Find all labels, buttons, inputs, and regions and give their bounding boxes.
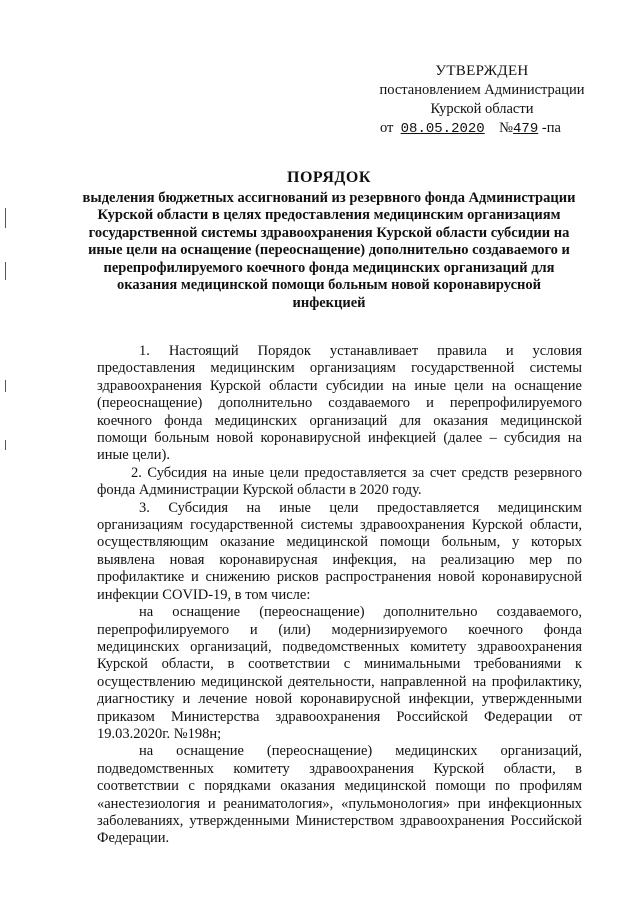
paragraph-3: 3. Субсидия на иные цели предоставляется медицинским организациям государственной системы здравоохранения Курской области, осуществляющим оказание медицинской помощи больным, у которых выявлена новая коронавирусная инфекция, на реализацию мер по профилактике и снижению рисков распространения новой коронавирусной инфекции COVID-19, в том числе: <box>97 499 582 603</box>
approval-line-2: Курской области <box>430 101 534 117</box>
paragraph-2: 2. Субсидия на иные цели предоставляется за счет средств резервного фонда Администрации Курской области в 2020 году. <box>97 464 582 499</box>
scan-margin-mark <box>5 440 6 450</box>
document-title <box>80 169 578 312</box>
approval-date-line <box>372 119 592 139</box>
approval-date: 08.05.2020 <box>400 121 485 137</box>
number-prefix: № <box>499 120 514 136</box>
date-prefix: от <box>380 120 394 136</box>
scan-margin-mark <box>5 262 6 280</box>
title-main: ПОРЯДОК <box>287 169 371 186</box>
paragraph-3-item-1: на оснащение (переоснащение) дополнительно создаваемого, перепрофилируемого и (или) модернизируемого коечного фонда медицинских организаций, подведомственных комитету здравоохранения Курской области, в соответствии с минимальными требованиями к осуществлению медицинской деятельности, направленной на профилактику, диагностику и лечение новой коронавирусной инфекции, утвержденными приказом Министерства здравоохранения Российской Федерации от 19.03.2020г. №198н; <box>97 604 582 742</box>
paragraph-1: 1. Настоящий Порядок устанавливает правила и условия предоставления медицинским организациям государственной системы здравоохранения Курской области субсидии на иные цели на оснащение (переоснащение) дополнительно создаваемого и перепрофилируемого коечного фонда медицинских организаций для оказания медицинской помощи больным новой коронавирусной инфекцией (далее – субсидия на иные цели). <box>97 343 582 464</box>
approval-heading: УТВЕРЖДЕН <box>435 63 529 79</box>
number-suffix: -па <box>541 120 561 136</box>
scan-margin-mark <box>5 208 6 228</box>
scan-margin-mark <box>5 380 6 392</box>
approval-block <box>372 62 592 139</box>
paragraph-3-item-2: на оснащение (переоснащение) медицинских организаций, подведомственных комитету здравоохранения Курской области, в соответствии с порядками оказания медицинской помощи по профилям «анестезиология и реаниматология», «пульмонология» при инфекционных заболеваниях, утвержденными Министерством здравоохранения Российской Федерации. <box>97 743 582 847</box>
approval-number: 479 <box>513 121 539 137</box>
approval-line-1: постановлением Администрации <box>379 82 585 98</box>
document-body <box>97 343 582 848</box>
title-subtitle: выделения бюджетных ассигнований из резервного фонда Администрации Курской области в целях предоставления медицинским организациям государственной системы здравоохранения Курской области субсидии на иные цели на оснащение (переоснащение) дополнительно создаваемого и перепрофилируемого коечного фонда медицинских организаций для оказания медицинской помощи больным новой коронавирусной инфекцией <box>82 189 576 311</box>
